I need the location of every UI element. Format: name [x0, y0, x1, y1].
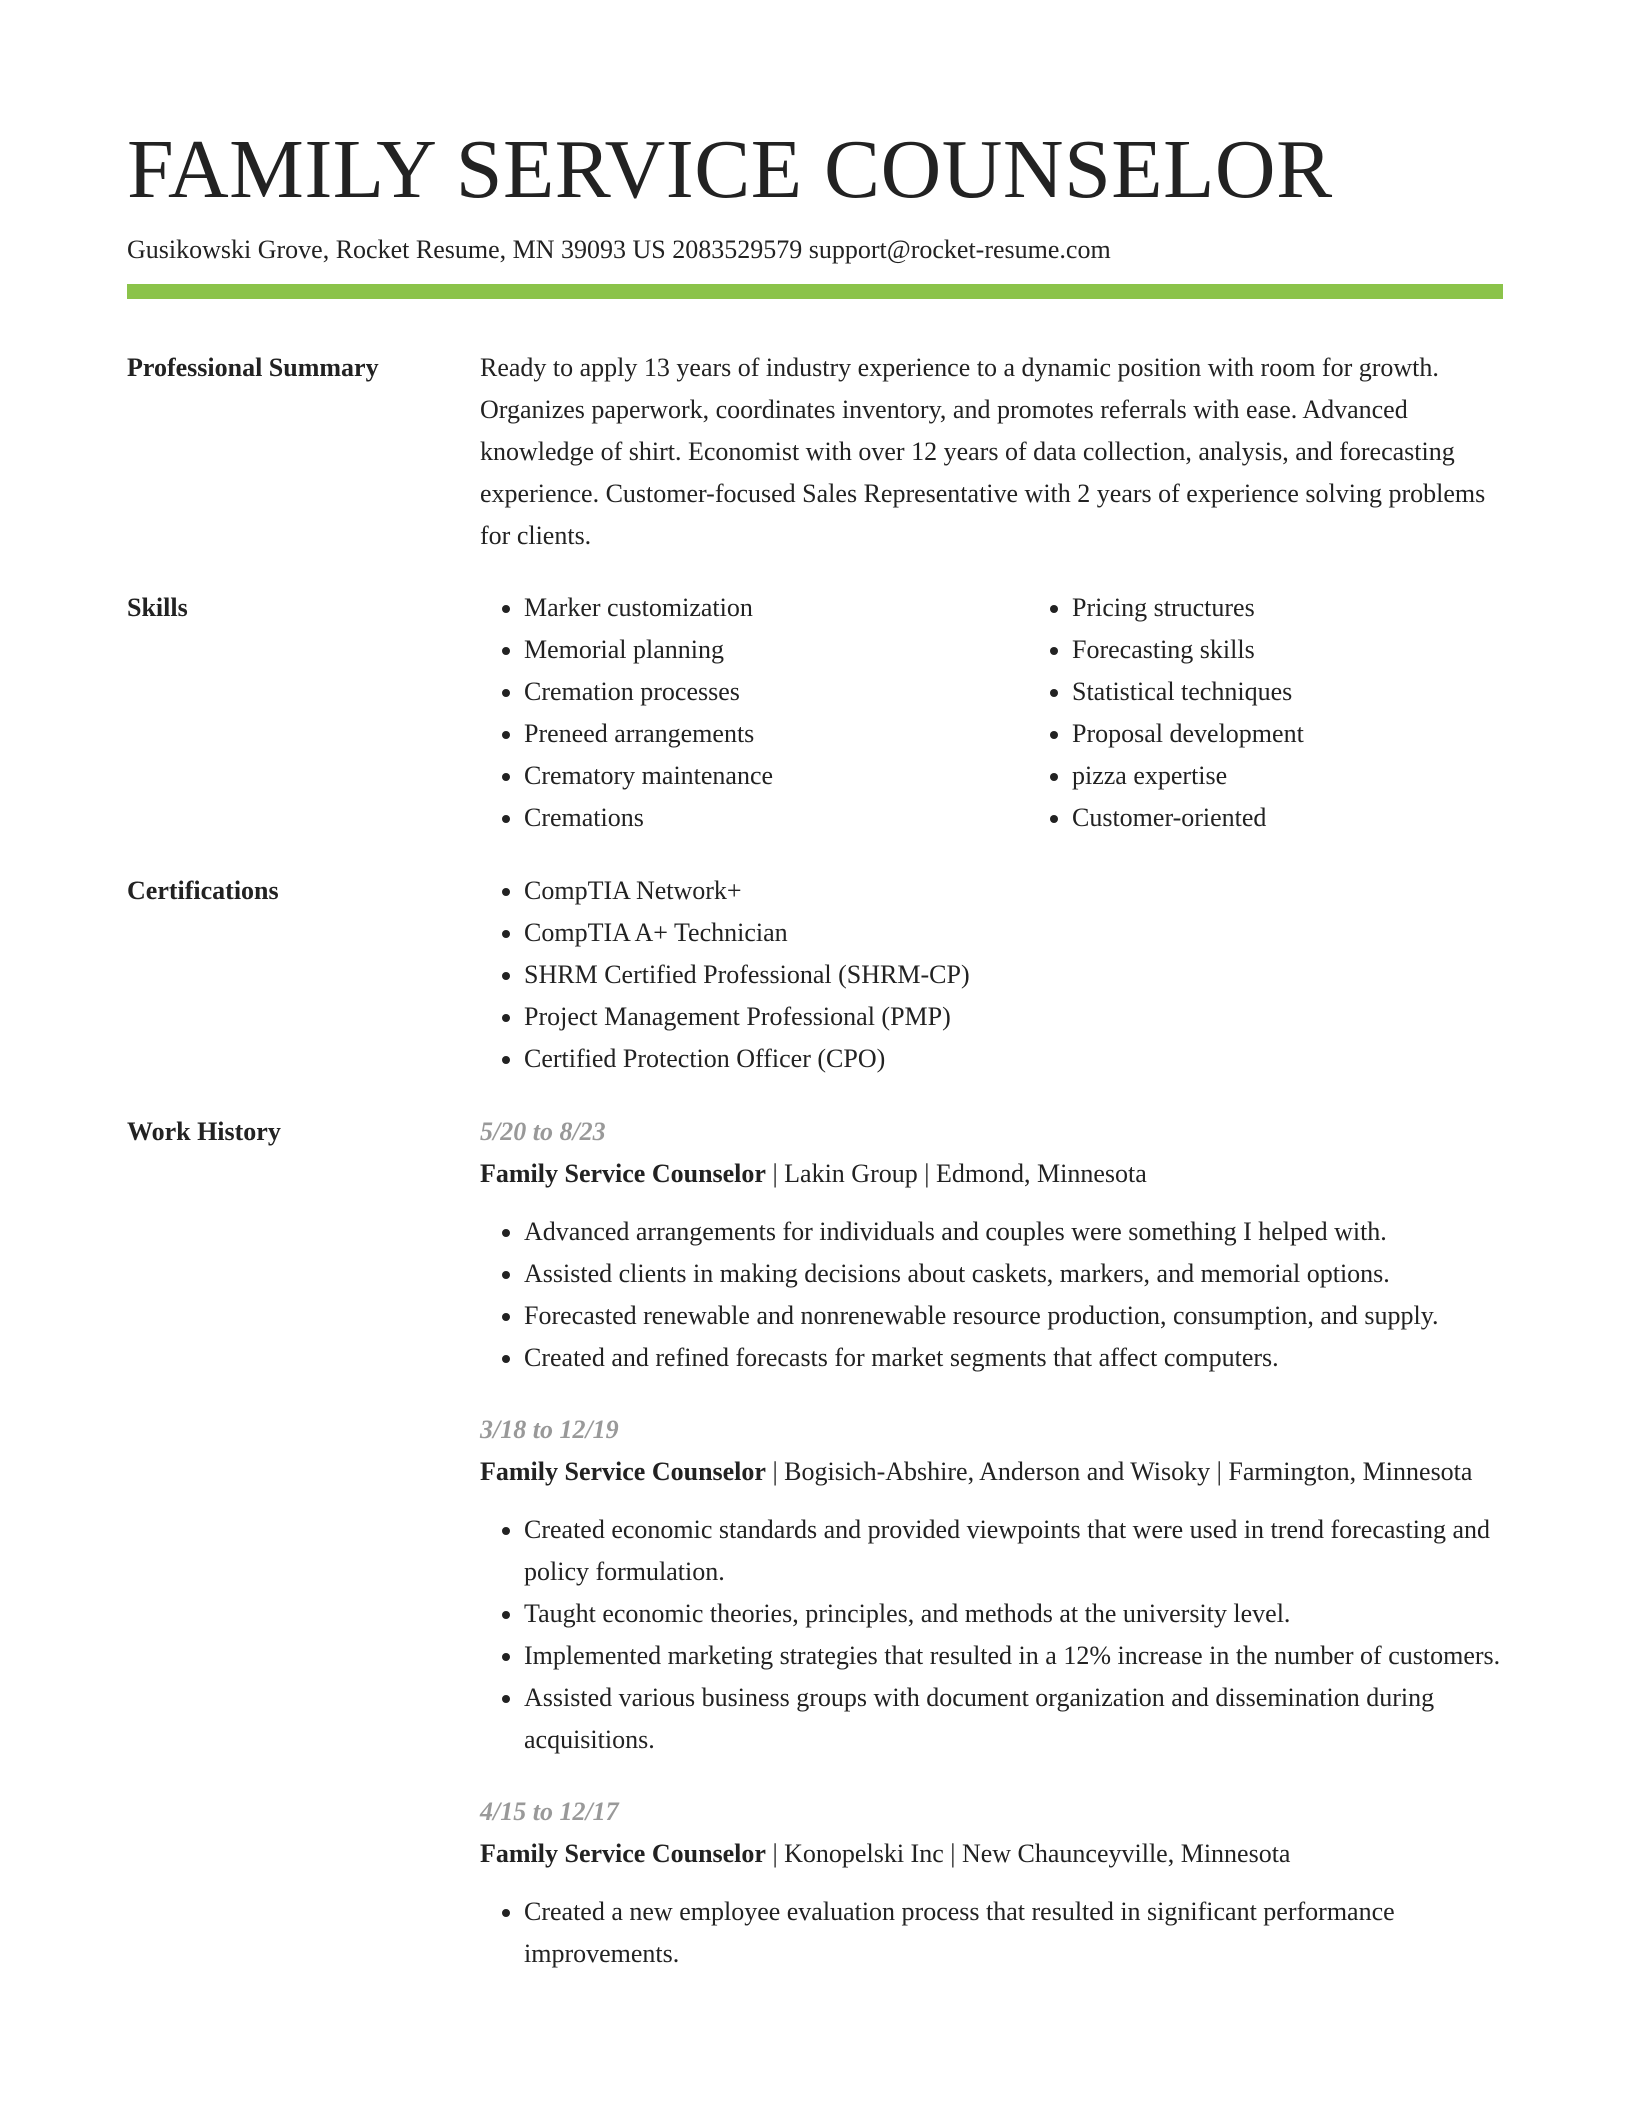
certification-item: • Certified Protection Officer (CPO): [524, 1038, 1503, 1080]
resume-page: [127, 0, 1503, 2005]
certifications-section: [127, 870, 1503, 1080]
job-entry: [480, 1409, 1503, 1761]
section-label-summary: Professional Summary: [127, 353, 379, 382]
contact-line: [127, 232, 1503, 268]
summary-text: Ready to apply 13 years of industry experience to a dynamic position with room for growth. Organizes paperwork, coordinates inventory, and promotes referrals with ease. Advanced knowledge of shirt. Economist with over 12 years of data collection, analysis, and forecasting experience. Customer-focused Sales Representative with 2 years of experience solving problems for clients.: [480, 353, 1486, 550]
skill-item: • Memorial planning: [524, 629, 1028, 671]
skills-list-left: [480, 587, 1028, 839]
job-bullets: [480, 1891, 1503, 1975]
job-dates: 3/18 to 12/19: [480, 1415, 619, 1444]
certifications-list: [480, 870, 1503, 1080]
job-bullet: • Taught economic theories, principles, and methods at the university level.: [524, 1593, 1503, 1635]
skill-item: • Proposal development: [1072, 713, 1576, 755]
skill-item: • Customer-oriented: [1072, 797, 1576, 839]
job-title-line: [480, 1451, 1503, 1493]
skill-item: • Marker customization: [524, 587, 1028, 629]
certification-item: • CompTIA Network+: [524, 870, 1503, 912]
resume-name: FAMILY SERVICE COUNSELOR: [127, 123, 1333, 216]
job-details: | Lakin Group | Edmond, Minnesota: [765, 1159, 1147, 1188]
job-bullet: • Assisted clients in making decisions about caskets, markers, and memorial options.: [524, 1253, 1503, 1295]
job-bullet: • Created a new employee evaluation process that resulted in significant performance improvements.: [524, 1891, 1503, 1975]
skills-list-right: [1028, 587, 1576, 839]
job-bullets: [480, 1211, 1503, 1379]
job-bullets: [480, 1509, 1503, 1761]
skill-item: • Crematory maintenance: [524, 755, 1028, 797]
skill-item: • Forecasting skills: [1072, 629, 1576, 671]
job-bullet: • Advanced arrangements for individuals and couples were something I helped with.: [524, 1211, 1503, 1253]
certification-item: • Project Management Professional (PMP): [524, 996, 1503, 1038]
job-bullet: • Created and refined forecasts for market segments that affect computers.: [524, 1337, 1503, 1379]
job-bullet: • Forecasted renewable and nonrenewable resource production, consumption, and supply.: [524, 1295, 1503, 1337]
job-dates: 5/20 to 8/23: [480, 1117, 606, 1146]
summary-section: [127, 347, 1503, 557]
section-label-certifications: Certifications: [127, 876, 279, 905]
section-label-skills: Skills: [127, 593, 188, 622]
section-label-work-history: Work History: [127, 1117, 281, 1146]
job-entry: [480, 1111, 1503, 1379]
contact-address: Gusikowski Grove, Rocket Resume, MN 39093 US: [127, 235, 673, 264]
job-title: Family Service Counselor: [480, 1457, 766, 1486]
skill-item: • Pricing structures: [1072, 587, 1576, 629]
job-details: | Konopelski Inc | New Chaunceyville, Minnesota: [765, 1839, 1291, 1868]
job-title-line: [480, 1153, 1503, 1195]
work-history-section: [127, 1111, 1503, 2005]
job-entry: [480, 1791, 1503, 1975]
job-bullet: • Created economic standards and provided viewpoints that were used in trend forecasting and policy formulation.: [524, 1509, 1503, 1593]
header-divider: [127, 284, 1503, 299]
job-title-line: [480, 1833, 1503, 1875]
skill-item: • Cremations: [524, 797, 1028, 839]
skill-item: • Cremation processes: [524, 671, 1028, 713]
certification-item: • SHRM Certified Professional (SHRM-CP): [524, 954, 1503, 996]
certification-item: • CompTIA A+ Technician: [524, 912, 1503, 954]
job-title: Family Service Counselor: [480, 1839, 766, 1868]
skills-section: [127, 587, 1503, 839]
job-bullet: • Assisted various business groups with document organization and dissemination during acquisitions.: [524, 1677, 1503, 1761]
contact-phone: 2083529579: [672, 235, 809, 264]
skill-item: • Statistical techniques: [1072, 671, 1576, 713]
skill-item: • pizza expertise: [1072, 755, 1576, 797]
job-bullet: • Implemented marketing strategies that resulted in a 12% increase in the number of customers.: [524, 1635, 1503, 1677]
contact-email: support@rocket-resume.com: [808, 235, 1111, 264]
job-title: Family Service Counselor: [480, 1159, 766, 1188]
job-details: | Bogisich-Abshire, Anderson and Wisoky | Farmington, Minnesota: [765, 1457, 1473, 1486]
skill-item: • Preneed arrangements: [524, 713, 1028, 755]
job-dates: 4/15 to 12/17: [480, 1797, 619, 1826]
